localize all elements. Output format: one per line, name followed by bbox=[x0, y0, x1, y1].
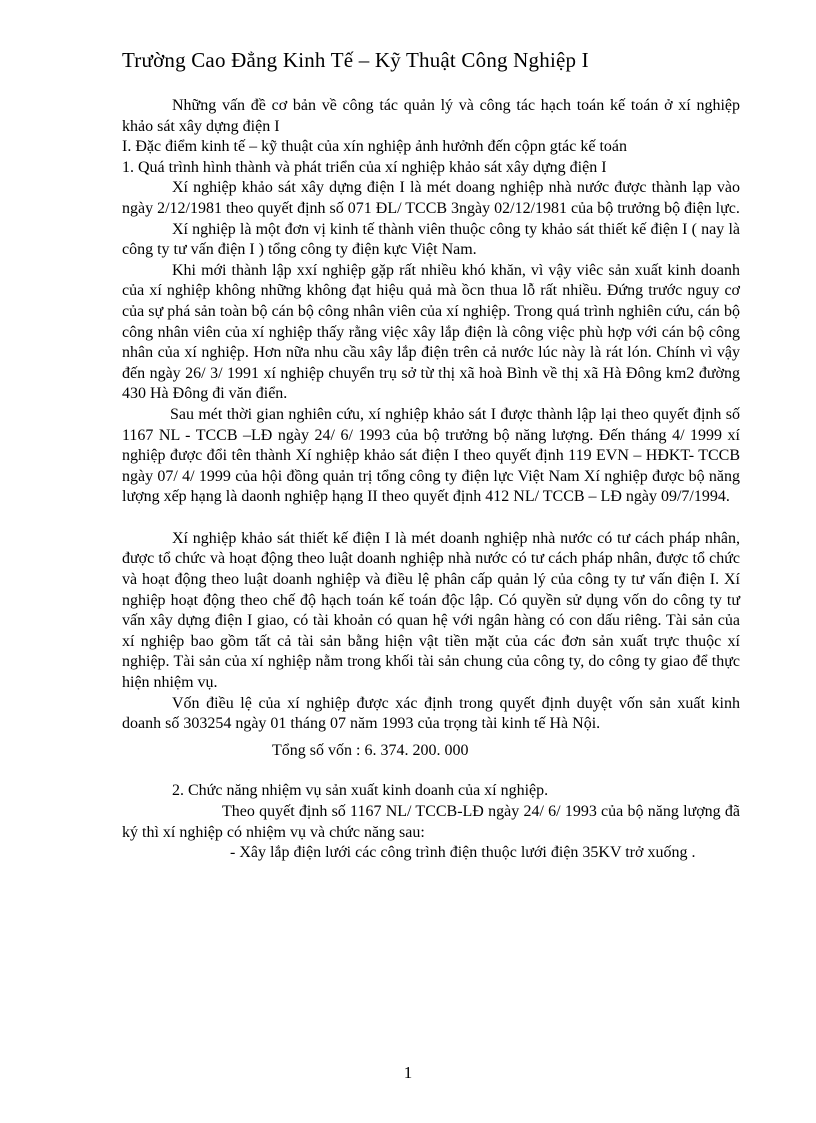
paragraph-reestablishment: Sau mét thời gian nghiên cứu, xí nghiệp khảo sát I được thành lập lại theo quyết định số 1167 NL - TCCB –LĐ ngày 24/ 6/ 1993 của bộ trưởng bộ năng lượng. Đến tháng 4/ 1999 xí nghiệp được đổi tên thành Xí nghiệp khảo sát điện I theo quyết định 119 EVN – HĐKT- TCCB ngày 07/ 4/ 1999 của hội đồng quản trị tổng công ty điện lực Việt Nam Xí nghiệp được bộ năng lượng xếp hạng là daonh nghiệp hạng II theo quyết định 412 NL/ TCCB – LĐ ngày 09/7/1994. bbox=[122, 405, 740, 506]
section-heading-1: I. Đặc điểm kinh tế – kỹ thuật của xín nghiệp ảnh hưởnh đến cộpn gtác kế toán bbox=[122, 138, 627, 156]
paragraph-decision: Theo quyết định số 1167 NL/ TCCB-LĐ ngày 24/ 6/ 1993 của bộ năng lượng đã ký thì xí nghiệp có nhiệm vụ và chức năng sau: bbox=[122, 803, 740, 841]
page-number: 1 bbox=[403, 1063, 413, 1082]
list-item-duty: - Xây lắp điện lưới các công trình điện thuộc lưới điện 35KV trở xuống . bbox=[230, 844, 696, 862]
paragraph-legal-status: Xí nghiệp khảo sát thiết kế điện I là mét doanh nghiệp nhà nước có tư cách pháp nhân, được tổ chức và hoạt động theo luật doanh nghiệp nhà nước có tư cách pháp nhân, được tổ chức và hoạt động theo luật doanh nghiệp và điều lệ phân cấp quản lý của công ty tư vấn điện I. Xí nghiệp hoạt động theo chế độ hạch toán kế toán độc lập. Có quyền sử dụng vốn do công ty tư vấn xây dựng điện I giao, có tài khoản có quan hệ với ngân hàng có con dấu riêng. Tài sản của xí nghiệp bao gồm tất cả tài sản bằng hiện vật tiền mặt của các đơn sản xuất trực thuộc xí nghiệp. Tài sản của xí nghiệp nằm trong khối tài sản chung của công ty, do công ty giao để thực hiện nhiệm vụ. bbox=[122, 529, 740, 692]
paragraph-charter-capital: Vốn điều lệ của xí nghiệp được xác định trong quyết định duyệt vốn sản xuất kinh doanh số 303254 ngày 01 tháng 07 năm 1993 của trọng tài kinh tế Hà Nội. bbox=[122, 694, 740, 733]
subsection-heading-1-1: 1. Quá trình hình thành và phát triển của xí nghiệp khảo sát xây dựng điện I bbox=[122, 158, 607, 176]
section-heading-2: 2. Chức năng nhiệm vụ sản xuất kinh doanh của xí nghiệp. bbox=[172, 782, 549, 800]
intro-paragraph: Những vấn đề cơ bản về công tác quản lý và công tác hạch toán kế toán ở xí nghiệp khảo sát xây dựng điện I bbox=[122, 97, 740, 135]
paragraph-early-difficulties: Khi mới thành lập xxí nghiệp gặp rất nhiều khó khăn, vì vậy viêc sản xuất kinh doanh của xí nghiệp không những không đạt hiệu quả mà ồcn thua lỗ rất nhiều. Đứng trước nguy cơ của sự phá sản toàn bộ cán bộ công nhân viên của xí nghiệp. Trong quá trình nghiên cứu, cán bộ công nhân viên của xí nghiệp thấy rằng việc xây lắp điện là công việc phù hợp với cán bộ công nhân của xí nghiệp. Hơn nữa nhu cầu xây lắp điện trên cả nước lúc này là rát lón. Chính vì vậy đến ngày 26/ 3/ 1991 xí nghiệp chuyển trụ sở từ thị xã hoà Bình về thị xã Hà Đông km2 đường 430 Hà Đông đi văn điển. bbox=[122, 261, 740, 403]
total-capital: Tổng số vốn : 6. 374. 200. 000 bbox=[272, 741, 469, 759]
paragraph-member-unit: Xí nghiệp là một đơn vị kinh tế thành viên thuộc công ty khảo sát thiết kế điện I ( nay là công ty tư vấn điện I ) tổng công ty điện kực Việt Nam. bbox=[122, 220, 740, 259]
page-header: Trường Cao Đẳng Kinh Tế – Kỹ Thuật Công Nghiệp I bbox=[122, 48, 589, 72]
paragraph-founding: Xí nghiệp khảo sát xây dựng điện I là mét doang nghiệp nhà nước được thành lạp vào ngày 2/12/1981 theo quyết định số 071 ĐL/ TCCB 3ngày 02/12/1981 của bộ trưởng bộ điện lực. bbox=[122, 179, 740, 217]
document-body bbox=[122, 96, 740, 864]
